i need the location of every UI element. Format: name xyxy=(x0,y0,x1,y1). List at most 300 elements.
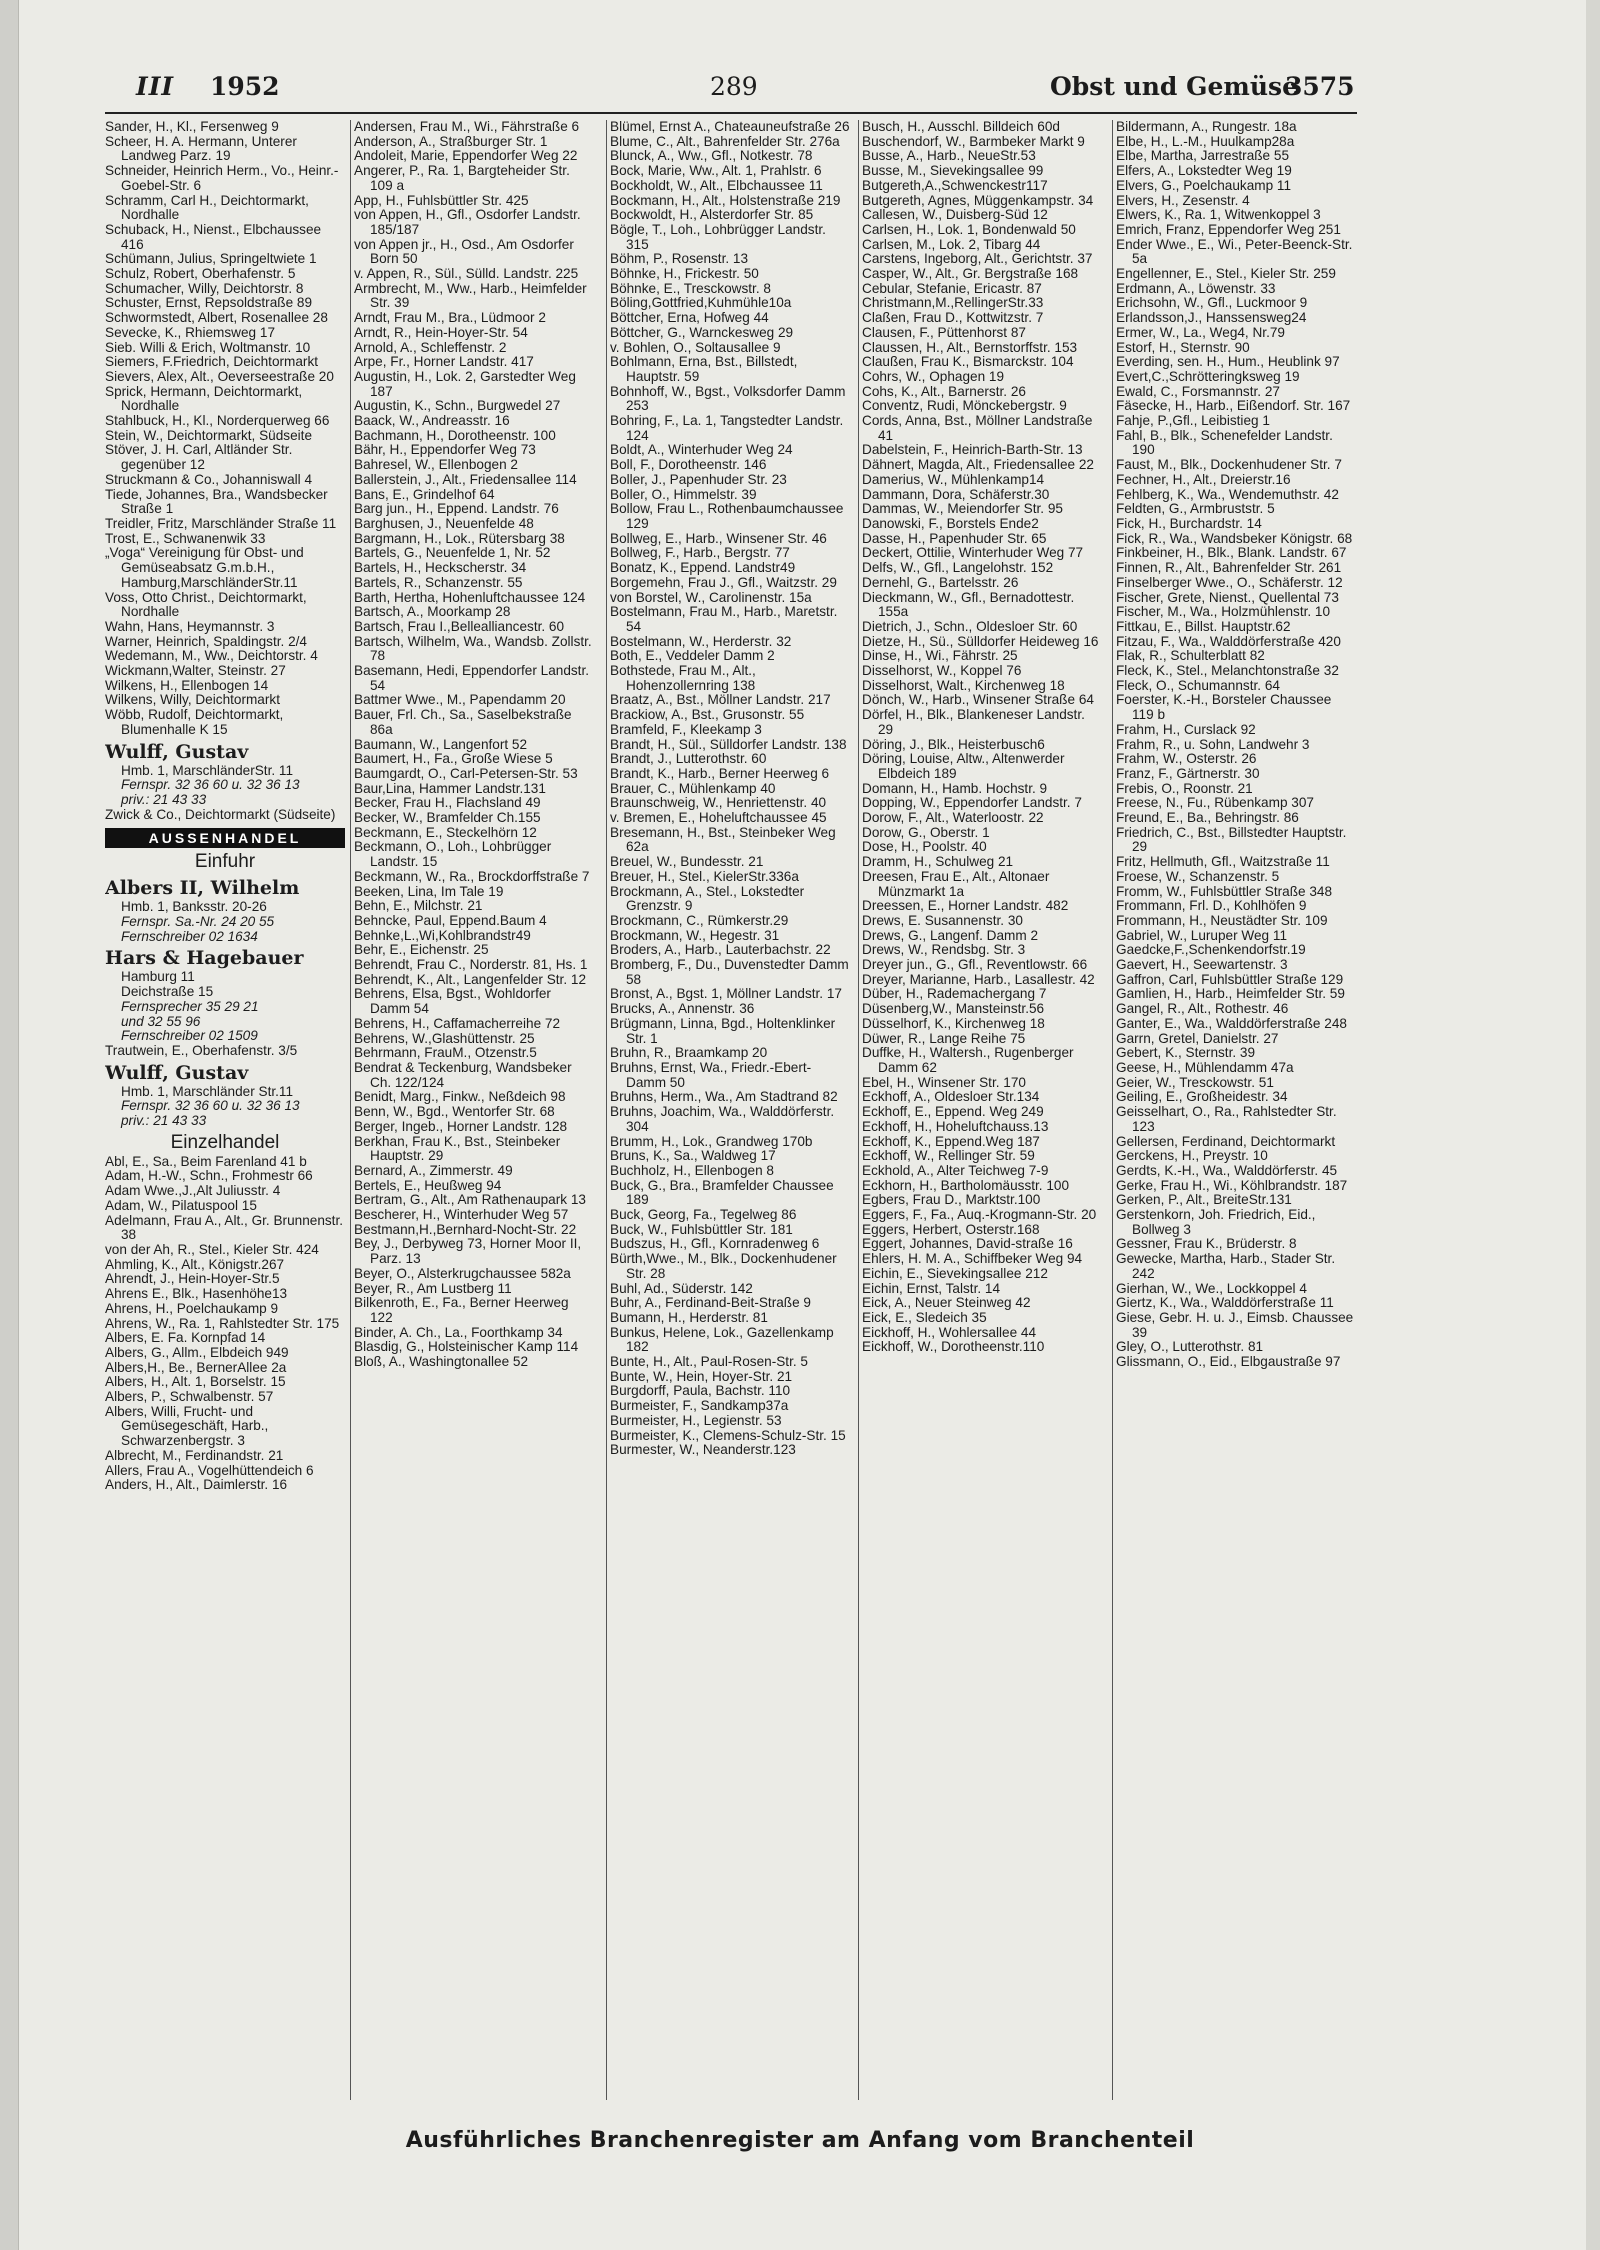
directory-entry: Bruhns, Ernst, Wa., Friedr.-Ebert-Damm 50 xyxy=(610,1060,812,1090)
directory-entry: Bescherer, H., Winterhuder Weg 57 xyxy=(354,1207,569,1223)
directory-entry: Buhr, A., Ferdinand-Beit-Straße 9 xyxy=(610,1295,811,1311)
directory-entry: Dinse, H., Wi., Fährstr. 25 xyxy=(862,648,1018,664)
directory-entry: Gangel, R., Alt., Rothestr. 46 xyxy=(1116,1001,1289,1017)
entry-detail: Hmb. 1, Banksstr. 20-26 xyxy=(121,899,267,915)
directory-entry: Gerken, P., Alt., BreiteStr.131 xyxy=(1116,1192,1292,1208)
directory-entry: Düber, H., Rademachergang 7 xyxy=(862,986,1047,1002)
directory-entry: Bohlmann, Erna, Bst., Billstedt, Hauptstr. 59 xyxy=(610,354,798,384)
directory-entry: Angerer, P., Ra. 1, Bargteheider Str. 109 a xyxy=(354,163,570,193)
directory-entry: Augustin, K., Schn., Burgwedel 27 xyxy=(354,398,561,414)
directory-entry: Fleck, K., Stel., Melanchtonstraße 32 xyxy=(1116,663,1339,679)
directory-entry: Barghusen, J., Neuenfelde 48 xyxy=(354,515,534,531)
directory-entry: Ebel, H., Winsener Str. 170 xyxy=(862,1074,1026,1090)
directory-entry: Gessner, Frau K., Brüderstr. 8 xyxy=(1116,1236,1297,1252)
directory-entry: Ahmling, K., Alt., Königstr.267 xyxy=(105,1256,285,1272)
directory-entry: Schneider, Heinrich Herm., Vo., Heinr.-Goebel-Str. 6 xyxy=(105,163,339,193)
directory-entry: Baumann, W., Langenfort 52 xyxy=(354,736,528,752)
directory-entry: Busse, M., Sievekingsallee 99 xyxy=(862,163,1044,179)
directory-entry: Erdmann, A., Löwenstr. 33 xyxy=(1116,280,1276,296)
directory-entry: Budszus, H., Gfl., Kornradenweg 6 xyxy=(610,1236,820,1252)
directory-entry: Behnke,L.,Wi,Kohlbrandstr49 xyxy=(354,927,531,943)
entry-detail: priv.: 21 43 33 xyxy=(121,1113,207,1129)
header-rule xyxy=(105,112,1357,114)
directory-entry: Dreesen, Frau E., Alt., Altonaer Münzmarkt 1a xyxy=(862,868,1050,899)
entry-detail: Deichstraße 15 xyxy=(121,984,214,1000)
directory-entry: Baur,Lina, Hammer Landstr.131 xyxy=(354,780,546,796)
directory-entry: Dähnert, Magda, Alt., Friedensallee 22 xyxy=(862,457,1094,473)
directory-entry: Drews, E. Susannenstr. 30 xyxy=(862,912,1023,928)
directory-entry: Cohrs, W., Ophagen 19 xyxy=(862,368,1005,384)
directory-entry: Bestmann,H.,Bernhard-Nocht-Str. 22 xyxy=(354,1221,577,1237)
directory-entry: Bauer, Frl. Ch., Sa., Saselbekstraße 86a xyxy=(354,707,572,737)
directory-column-5 xyxy=(1116,120,1356,2100)
directory-entry: Gerdts, K.-H., Wa., Walddörferstr. 45 xyxy=(1116,1162,1338,1178)
directory-entry: Beckmann, W., Ra., Brockdorffstraße 7 xyxy=(354,868,590,884)
directory-entry: Giertz, K., Wa., Walddörferstraße 11 xyxy=(1116,1295,1334,1311)
directory-entry: Eckhoff, W., Rellinger Str. 59 xyxy=(862,1148,1035,1164)
directory-entry: Eckhoff, H., Hoheluftchauss.13 xyxy=(862,1118,1049,1134)
directory-entry: Bollow, Frau L., Rothenbaumchaussee 129 xyxy=(610,501,844,531)
directory-entry: Dopping, W., Eppendorfer Landstr. 7 xyxy=(862,795,1082,811)
directory-entry: Anderson, A., Straßburger Str. 1 xyxy=(354,133,548,149)
directory-entry: Schuback, H., Nienst., Elbchaussee 416 xyxy=(105,221,322,252)
directory-entry: Dammann, Dora, Schäferstr.30 xyxy=(862,486,1050,502)
directory-entry: Drews, W., Rendsbg. Str. 3 xyxy=(862,942,1026,958)
directory-entry: Binder, A. Ch., La., Foorthkamp 34 xyxy=(354,1324,563,1340)
directory-entry: Dramm, H., Schulweg 21 xyxy=(862,854,1014,870)
directory-entry: Conventz, Rudi, Mönckebergstr. 9 xyxy=(862,398,1067,414)
directory-entry: Behrens, W.,Glashüttenstr. 25 xyxy=(354,1030,535,1046)
directory-entry: Franz, F., Gärtnerstr. 30 xyxy=(1116,765,1260,781)
directory-entry: Baumert, H., Fa., Große Wiese 5 xyxy=(354,751,553,767)
directory-entry: Ewald, C., Forsmannstr. 27 xyxy=(1116,383,1280,399)
directory-entry: Armbrecht, M., Ww., Harb., Heimfelder Str. 39 xyxy=(354,280,587,311)
directory-entry: Bock, Marie, Ww., Alt. 1, Prahlstr. 6 xyxy=(610,163,822,179)
directory-entry: Frahm, H., Curslack 92 xyxy=(1116,721,1256,737)
directory-entry: Bartsch, Frau I.,Bellealliancestr. 60 xyxy=(354,618,565,634)
entry-detail: Fernschreiber 02 1509 xyxy=(121,1028,258,1044)
directory-entry: Freese, N., Fu., Rübenkamp 307 xyxy=(1116,795,1314,811)
directory-entry: Böhnke, H., Frickestr. 50 xyxy=(610,266,759,282)
directory-column-4 xyxy=(862,120,1102,2100)
directory-entry: Bartels, R., Schanzenstr. 55 xyxy=(354,574,523,590)
directory-entry: Domann, H., Hamb. Hochstr. 9 xyxy=(862,780,1048,796)
directory-entry: Wickmann,Walter, Steinstr. 27 xyxy=(105,663,286,679)
directory-entry: Beckmann, O., Loh., Lohbrügger Landstr. 15 xyxy=(354,839,552,870)
directory-entry: Bartels, H., Heckscherstr. 34 xyxy=(354,560,527,576)
directory-entry: Frahm, R., u. Sohn, Landwehr 3 xyxy=(1116,736,1310,752)
directory-entry: Estorf, H., Sternstr. 90 xyxy=(1116,339,1250,355)
directory-entry: Cords, Anna, Bst., Möllner Landstraße 41 xyxy=(862,413,1093,443)
directory-entry: Bonatz, K., Eppend. Landstr49 xyxy=(610,560,796,576)
directory-entry: Egbers, Frau D., Marktstr.100 xyxy=(862,1192,1041,1208)
directory-entry: von Appen, H., Gfl., Osdorfer Landstr. 185/187 xyxy=(354,207,581,237)
directory-entry: Arndt, R., Hein-Hoyer-Str. 54 xyxy=(354,324,528,340)
directory-entry: Barg jun., H., Eppend. Landstr. 76 xyxy=(354,501,559,517)
page-edge-left xyxy=(0,0,19,2250)
directory-entry: Berkhan, Frau K., Bst., Steinbeker Hauptstr. 29 xyxy=(354,1133,561,1164)
directory-entry: Bachmann, H., Dorotheenstr. 100 xyxy=(354,427,556,443)
directory-entry: Albrecht, M., Ferdinandstr. 21 xyxy=(105,1447,284,1463)
page-header xyxy=(70,72,1600,112)
directory-entry: Frahm, W., Osterstr. 26 xyxy=(1116,751,1257,767)
directory-entry: Gerke, Frau H., Wi., Köhlbrandstr. 187 xyxy=(1116,1177,1348,1193)
section-heading: Wulff, Gustav xyxy=(105,1061,249,1084)
directory-entry: Ermer, W., La., Weg4, Nr.79 xyxy=(1116,324,1285,340)
column-divider xyxy=(858,120,859,2100)
directory-entry: Adam, H.-W., Schn., Frohmestr 66 xyxy=(105,1168,313,1184)
directory-entry: Böttcher, Erna, Hofweg 44 xyxy=(610,310,769,326)
directory-entry: Dose, H., Poolstr. 40 xyxy=(862,839,987,855)
directory-entry: Christmann,M.,RellingerStr.33 xyxy=(862,295,1044,311)
directory-entry: Bertels, E., Heußweg 94 xyxy=(354,1177,502,1193)
directory-entry: Eichin, E., Sievekingsallee 212 xyxy=(862,1265,1048,1281)
directory-entry: Behrens, Elsa, Bgst., Wohldorfer Damm 54 xyxy=(354,986,551,1017)
directory-entry: Beyer, O., Alsterkrugchaussee 582a xyxy=(354,1265,571,1281)
directory-entry: Schuster, Ernst, Repsoldstraße 89 xyxy=(105,295,313,311)
directory-entry: Ballerstein, J., Alt., Friedensallee 114 xyxy=(354,471,577,487)
directory-entry: Bögle, T., Loh., Lohbrügger Landstr. 315 xyxy=(610,221,826,252)
directory-entry: Boller, J., Papenhuder Str. 23 xyxy=(610,471,787,487)
directory-entry: Carlsen, H., Lok. 1, Bondenwald 50 xyxy=(862,221,1076,237)
directory-entry: Bollweg, F., Harb., Bergstr. 77 xyxy=(610,545,790,561)
directory-entry: Sievers, Alex, Alt., Oeverseestraße 20 xyxy=(105,368,334,384)
directory-entry: Broders, A., Harb., Lauterbachstr. 22 xyxy=(610,942,831,958)
directory-entry: Brumm, H., Lok., Grandweg 170b xyxy=(610,1133,813,1149)
directory-entry: Brackiow, A., Bst., Grusonstr. 55 xyxy=(610,707,805,723)
directory-entry: Bumann, H., Herderstr. 81 xyxy=(610,1309,768,1325)
directory-entry: Andersen, Frau M., Wi., Fährstraße 6 xyxy=(354,120,580,134)
directory-entry: Andoleit, Marie, Eppendorfer Weg 22 xyxy=(354,148,578,164)
directory-entry: Arpe, Fr., Horner Landstr. 417 xyxy=(354,354,534,370)
directory-entry: Bohnhoff, W., Bgst., Volksdorfer Damm 253 xyxy=(610,383,846,414)
directory-entry: Braatz, A., Bst., Möllner Landstr. 217 xyxy=(610,692,831,708)
directory-entry: Dieckmann, W., Gfl., Bernadottestr. 155a xyxy=(862,589,1075,620)
directory-entry: Finnen, R., Alt., Bahrenfelder Str. 261 xyxy=(1116,560,1342,576)
directory-entry: Eickhoff, W., Dorotheenstr.110 xyxy=(862,1339,1045,1355)
directory-entry: Adam Wwe.,J.,Alt Juliusstr. 4 xyxy=(105,1183,281,1199)
directory-entry: Buschendorf, W., Barmbeker Markt 9 xyxy=(862,133,1085,149)
directory-entry: Ender Wwe., E., Wi., Peter-Beenck-Str. 5a xyxy=(1116,236,1353,267)
directory-entry: Schwormstedt, Albert, Rosenallee 28 xyxy=(105,310,328,326)
directory-entry: Battmer Wwe., M., Papendamm 20 xyxy=(354,692,566,708)
directory-entry: Ahrens E., Blk., Hasenhöhe13 xyxy=(105,1286,288,1302)
directory-entry: Becker, W., Bramfelder Ch.155 xyxy=(354,810,541,826)
directory-entry: Gebert, K., Sternstr. 39 xyxy=(1116,1045,1256,1061)
directory-entry: Adam, W., Pilatuspool 15 xyxy=(105,1197,257,1213)
directory-entry: Döring, J., Blk., Heisterbusch6 xyxy=(862,736,1045,752)
directory-entry: Casper, W., Alt., Gr. Bergstraße 168 xyxy=(862,266,1079,282)
directory-entry: Claßen, Frau D., Kottwitzstr. 7 xyxy=(862,310,1044,326)
directory-entry: Schulz, Robert, Oberhafenstr. 5 xyxy=(105,266,296,282)
directory-entry: Dreessen, E., Horner Landstr. 482 xyxy=(862,898,1069,914)
directory-entry: Fahje, P.,Gfl., Leibistieg 1 xyxy=(1116,413,1270,429)
directory-entry: Arnold, A., Schleffenstr. 2 xyxy=(354,339,507,355)
directory-entry: Eick, E., Sledeich 35 xyxy=(862,1309,987,1325)
directory-entry: Burmester, W., Neanderstr.123 xyxy=(610,1442,796,1458)
directory-entry: Fleck, O., Schumannstr. 64 xyxy=(1116,677,1280,693)
directory-entry: Geese, H., Mühlendamm 47a xyxy=(1116,1060,1294,1075)
directory-entry: Bresemann, H., Bst., Steinbeker Weg 62a xyxy=(610,824,836,855)
directory-entry: Wöbb, Rudolf, Deichtormarkt, Blumenhalle K 15 xyxy=(105,707,284,737)
directory-entry: Trost, E., Schwanenwik 33 xyxy=(105,530,266,546)
directory-entry: v. Appen, R., Sül., Sülld. Landstr. 225 xyxy=(354,266,579,282)
directory-entry: Fischer, M., Wa., Holzmühlenstr. 10 xyxy=(1116,604,1331,620)
directory-entry: Clausen, F., Püttenhorst 87 xyxy=(862,324,1026,340)
entry-detail: Fernspr. 32 36 60 u. 32 36 13 xyxy=(121,1098,300,1114)
directory-entry: Geisselhart, O., Ra., Rahlstedter Str. 123 xyxy=(1116,1104,1337,1134)
directory-entry: Behn, E., Milchstr. 21 xyxy=(354,898,483,914)
directory-entry: Becker, Frau H., Flachsland 49 xyxy=(354,795,541,811)
directory-entry: Böhm, P., Rosenstr. 13 xyxy=(610,251,749,267)
year: 1952 xyxy=(210,72,280,101)
directory-entry: Bahresel, W., Ellenbogen 2 xyxy=(354,457,518,473)
entry-detail: Fernspr. 32 36 60 u. 32 36 13 xyxy=(121,777,300,793)
directory-entry: Callesen, W., Duisberg-Süd 12 xyxy=(862,207,1048,223)
directory-entry: Albers, G., Allm., Elbdeich 949 xyxy=(105,1344,289,1360)
directory-entry: Elbe, H., L.-M., Huulkamp28a xyxy=(1116,133,1295,149)
directory-entry: Barth, Hertha, Hohenluftchaussee 124 xyxy=(354,589,586,605)
directory-entry: Eckhoff, A., Oldesloer Str.134 xyxy=(862,1089,1040,1105)
directory-entry: Arndt, Frau M., Bra., Lüdmoor 2 xyxy=(354,310,546,326)
directory-entry: Siemers, F.Friedrich, Deichtormarkt xyxy=(105,354,319,370)
section-heading: Albers II, Wilhelm xyxy=(105,877,300,900)
directory-entry: v. Bohlen, O., Soltausallee 9 xyxy=(610,339,781,355)
entry-detail: Hmb. 1, MarschländerStr. 11 xyxy=(121,762,294,778)
directory-entry: Bronst, A., Bgst. 1, Möllner Landstr. 17 xyxy=(610,986,842,1002)
directory-entry: Ahrendt, J., Hein-Hoyer-Str.5 xyxy=(105,1271,280,1287)
directory-entry: Basemann, Hedi, Eppendorfer Landstr. 54 xyxy=(354,663,590,693)
directory-entry: Duffke, H., Waltersh., Rugenberger Damm 62 xyxy=(862,1045,1074,1075)
directory-entry: Brockmann, A., Stel., Lokstedter Grenzstr. 9 xyxy=(610,883,805,914)
directory-entry: Blümel, Ernst A., Chateauneufstraße 26 xyxy=(610,120,850,134)
directory-entry: Warner, Heinrich, Spaldingstr. 2/4 xyxy=(105,633,307,649)
page-number: 289 xyxy=(710,72,758,101)
directory-entry: Blume, C., Alt., Bahrenfelder Str. 276a xyxy=(610,133,840,149)
directory-entry: Bunkus, Helene, Lok., Gazellenkamp 182 xyxy=(610,1324,834,1355)
directory-entry: Elvers, G., Poelchaukamp 11 xyxy=(1116,177,1292,193)
directory-entry: Borgemehn, Frau J., Gfl., Waitzstr. 29 xyxy=(610,574,837,590)
entry-detail: Fernschreiber 02 1634 xyxy=(121,928,258,944)
directory-entry: Sander, H., Kl., Fersenweg 9 xyxy=(105,120,279,134)
directory-entry: Ahrens, W., Ra. 1, Rahlstedter Str. 175 xyxy=(105,1315,340,1331)
column-divider xyxy=(1112,120,1113,2100)
directory-entry: Blunck, A., Ww., Gfl., Notkestr. 78 xyxy=(610,148,813,164)
directory-entry: Treidler, Fritz, Marschländer Straße 11 xyxy=(105,515,337,531)
directory-entry: Finkbeiner, H., Blk., Blank. Landstr. 67 xyxy=(1116,545,1347,561)
directory-entry: Damerius, W., Mühlenkamp14 xyxy=(862,471,1045,487)
section-heading: Einzelhandel xyxy=(170,1131,280,1153)
directory-entry: Friedrich, C., Bst., Billstedter Hauptstr. 29 xyxy=(1116,824,1347,855)
directory-entry: Gerstenkorn, Joh. Friedrich, Eid., Bollweg 3 xyxy=(1116,1207,1316,1237)
directory-entry: Tiede, Johannes, Bra., Wandsbecker Straße 1 xyxy=(105,486,328,517)
directory-entry: Engellenner, E., Stel., Kieler Str. 259 xyxy=(1116,266,1336,282)
section-heading: Wulff, Gustav xyxy=(105,740,249,763)
directory-entry: Fäsecke, H., Harb., Eißendorf. Str. 167 xyxy=(1116,398,1351,414)
directory-entry: Bruhns, Herm., Wa., Am Stadtrand 82 xyxy=(610,1089,838,1105)
entry-detail: Hamburg 11 xyxy=(121,969,195,985)
directory-entry: Claussen, H., Alt., Bernstorffstr. 153 xyxy=(862,339,1078,355)
directory-entry: Brockmann, C., Rümkerstr.29 xyxy=(610,912,789,928)
directory-entry: Dönch, W., Harb., Winsener Straße 64 xyxy=(862,692,1094,708)
directory-entry: Foerster, K.-H., Borsteler Chaussee 119 b xyxy=(1116,692,1332,723)
directory-entry: Eichin, Ernst, Talstr. 14 xyxy=(862,1280,1001,1296)
section-title: Obst und Gemüse xyxy=(1050,72,1298,101)
directory-entry: Fritz, Hellmuth, Gfl., Waitzstraße 11 xyxy=(1116,854,1330,870)
directory-entry: Flak, R., Schulterblatt 82 xyxy=(1116,648,1265,664)
directory-entry: Bothstede, Frau M., Alt., Hohenzollernring 138 xyxy=(610,663,756,693)
directory-entry: Düwer, R., Lange Reihe 75 xyxy=(862,1030,1026,1046)
directory-entry: Bargmann, H., Lok., Rütersbarg 38 xyxy=(354,530,565,546)
directory-entry: Brandt, H., Sül., Sülldorfer Landstr. 138 xyxy=(610,736,847,752)
directory-entry: Erlandsson,J., Hanssensweg24 xyxy=(1116,310,1307,326)
directory-entry: Stöver, J. H. Carl, Altländer Str. gegenüber 12 xyxy=(105,442,293,473)
directory-entry: Voss, Otto Christ., Deichtormarkt, Nordhalle xyxy=(105,589,307,620)
directory-entry: Bromberg, F., Du., Duvenstedter Damm 58 xyxy=(610,957,849,987)
directory-entry: Frebis, O., Roonstr. 21 xyxy=(1116,780,1253,796)
directory-entry: Trautwein, E., Oberhafenstr. 3/5 xyxy=(105,1042,298,1058)
directory-entry: Gaevert, H., Seewartenstr. 3 xyxy=(1116,957,1288,973)
directory-entry: von Appen jr., H., Osd., Am Osdorfer Born 50 xyxy=(354,236,574,267)
directory-entry: Beckmann, E., Steckelhörn 12 xyxy=(354,824,537,840)
directory-entry: Behrendt, Frau C., Norderstr. 81, Hs. 1 xyxy=(354,957,588,973)
directory-entry: App, H., Fuhlsbüttler Str. 425 xyxy=(354,192,529,208)
directory-entry: Dorow, G., Oberstr. 1 xyxy=(862,824,990,840)
directory-entry: Behr, E., Eichenstr. 25 xyxy=(354,942,489,958)
directory-entry: Wilkens, Willy, Deichtormarkt xyxy=(105,692,280,708)
directory-entry: Bunte, W., Hein, Hoyer-Str. 21 xyxy=(610,1368,793,1384)
directory-entry: Eick, A., Neuer Steinweg 42 xyxy=(862,1295,1031,1311)
directory-entry: Bartels, G., Neuenfelde 1, Nr. 52 xyxy=(354,545,551,561)
directory-entry: Albers, H., Alt. 1, Borselstr. 15 xyxy=(105,1374,286,1390)
directory-entry: Buck, W., Fuhlsbüttler Str. 181 xyxy=(610,1221,793,1237)
directory-entry: Disselhorst, Walt., Kirchenweg 18 xyxy=(862,677,1065,693)
directory-entry: Gaffron, Carl, Fuhlsbüttler Straße 129 xyxy=(1116,971,1344,987)
entry-detail: Fernspr. Sa.-Nr. 24 20 55 xyxy=(121,914,275,930)
directory-entry: Brockmann, W., Hegestr. 31 xyxy=(610,927,780,943)
directory-entry: Eckhoff, K., Eppend.Weg 187 xyxy=(862,1133,1040,1149)
directory-entry: Fittkau, E., Billst. Hauptstr.62 xyxy=(1116,618,1291,634)
directory-entry: Fischer, Grete, Nienst., Quellental 73 xyxy=(1116,589,1339,605)
directory-entry: Sevecke, K., Rhiemsweg 17 xyxy=(105,324,276,340)
directory-entry: Anders, H., Alt., Daimlerstr. 16 xyxy=(105,1477,288,1493)
directory-entry: Dörfel, H., Blk., Blankeneser Landstr. 29 xyxy=(862,707,1085,737)
directory-entry: Busch, H., Ausschl. Billdeich 60d xyxy=(862,120,1060,134)
directory-entry: Bollweg, E., Harb., Winsener Str. 46 xyxy=(610,530,827,546)
directory-entry: Freund, E., Ba., Behringstr. 86 xyxy=(1116,810,1299,826)
directory-entry: Böttcher, G., Warnckesweg 29 xyxy=(610,324,794,340)
directory-entry: Danowski, F., Borstels Ende2 xyxy=(862,515,1039,531)
directory-entry: Stein, W., Deichtormarkt, Südseite xyxy=(105,427,313,443)
directory-entry: Elfers, A., Lokstedter Weg 19 xyxy=(1116,163,1292,179)
directory-entry: Glissmann, O., Eid., Elbgaustraße 97 xyxy=(1116,1354,1341,1370)
directory-entry: Bostelmann, Frau M., Harb., Maretstr. 54 xyxy=(610,604,838,634)
directory-entry: Gellersen, Ferdinand, Deichtormarkt xyxy=(1116,1133,1336,1149)
directory-entry: Beeken, Lina, Im Tale 19 xyxy=(354,883,504,899)
directory-entry: Brügmann, Linna, Bgd., Holtenklinker Str. 1 xyxy=(610,1015,836,1046)
entry-detail: priv.: 21 43 33 xyxy=(121,791,207,807)
directory-entry: Bruhns, Joachim, Wa., Walddörferstr. 304 xyxy=(610,1104,835,1134)
directory-entry: Fechner, H., Alt., Dreierstr.16 xyxy=(1116,471,1291,487)
directory-entry: Schramm, Carl H., Deichtormarkt, Nordhalle xyxy=(105,192,309,223)
directory-entry: Brandt, J., Lutterothstr. 60 xyxy=(610,751,767,767)
directory-entry: Delfs, W., Gfl., Langelohstr. 152 xyxy=(862,560,1054,576)
directory-entry: Böling,Gottfried,Kuhmühle10a xyxy=(610,295,792,311)
directory-entry: Bohring, F., La. 1, Tangstedter Landstr. 124 xyxy=(610,413,844,443)
directory-entry: Behncke, Paul, Eppend.Baum 4 xyxy=(354,912,547,928)
directory-entry: Gamlien, H., Harb., Heimfelder Str. 59 xyxy=(1116,986,1345,1002)
directory-entry: Boller, O., Himmelstr. 39 xyxy=(610,486,757,502)
page-edge-right xyxy=(1586,0,1600,2250)
directory-entry: Garrn, Gretel, Danielstr. 27 xyxy=(1116,1030,1279,1046)
directory-entry: Burmeister, F., Sandkamp37a xyxy=(610,1398,789,1414)
section-heading: Hars & Hagebauer xyxy=(105,947,304,970)
directory-entry: Fromm, W., Fuhlsbüttler Straße 348 xyxy=(1116,883,1333,899)
directory-entry: Ganter, E., Wa., Walddörferstraße 248 xyxy=(1116,1015,1347,1031)
directory-entry: Everding, sen. H., Hum., Heublink 97 xyxy=(1116,354,1340,370)
directory-entry: Drews, G., Langenf. Damm 2 xyxy=(862,927,1039,943)
directory-entry: Breuel, W., Bundesstr. 21 xyxy=(610,854,764,870)
directory-entry: Bähr, H., Eppendorfer Weg 73 xyxy=(354,442,536,458)
directory-entry: Blasdig, G., Holsteinischer Kamp 114 xyxy=(354,1339,579,1355)
directory-entry: Bartsch, Wilhelm, Wa., Wandsb. Zollstr. 78 xyxy=(354,633,592,664)
directory-entry: Schumacher, Willy, Deichtorstr. 8 xyxy=(105,280,304,296)
directory-entry: Busse, A., Harb., NeueStr.53 xyxy=(862,148,1036,164)
directory-entry: Augustin, H., Lok. 2, Garstedter Weg 187 xyxy=(354,368,576,399)
directory-entry: Wahn, Hans, Heymannstr. 3 xyxy=(105,618,275,634)
directory-entry: Dammas, W., Meiendorfer Str. 95 xyxy=(862,501,1063,517)
directory-entry: Buhl, Ad., Süderstr. 142 xyxy=(610,1280,753,1296)
directory-entry: Dreyer jun., G., Gfl., Reventlowstr. 66 xyxy=(862,957,1088,973)
directory-entry: Gaedcke,F.,Schenkendorfstr.19 xyxy=(1116,942,1306,958)
directory-entry: Frommann, Frl. D., Kohlhöfen 9 xyxy=(1116,898,1307,914)
column-divider xyxy=(350,120,351,2100)
section-code: 3575 xyxy=(1285,72,1355,101)
directory-entry: Eckhorn, H., Bartholomäusstr. 100 xyxy=(862,1177,1070,1193)
directory-entry: Geiling, E., Großheidestr. 34 xyxy=(1116,1089,1288,1105)
directory-entry: Gewecke, Martha, Harb., Stader Str. 242 xyxy=(1116,1251,1336,1281)
directory-column-2 xyxy=(354,120,594,2100)
directory-entry: Eckhold, A., Alter Teichweg 7-9 xyxy=(862,1162,1049,1178)
directory-entry: Boldt, A., Winterhuder Weg 24 xyxy=(610,442,793,458)
directory-entry: Braunschweig, W., Henriettenstr. 40 xyxy=(610,795,827,811)
directory-entry: Baack, W., Andreasstr. 16 xyxy=(354,413,510,429)
directory-entry: Both, E., Veddeler Damm 2 xyxy=(610,648,775,664)
directory-entry: Elwers, K., Ra. 1, Witwenkoppel 3 xyxy=(1116,207,1321,223)
directory-entry: Gerckens, H., Preystr. 10 xyxy=(1116,1148,1268,1164)
directory-entry: Dietrich, J., Schn., Oldesloer Str. 60 xyxy=(862,618,1078,634)
directory-entry: Bockholdt, W., Alt., Elbchaussee 11 xyxy=(610,177,823,193)
directory-entry: Adelmann, Frau A., Alt., Gr. Brunnenstr. 38 xyxy=(105,1212,344,1243)
directory-entry: Berger, Ingeb., Horner Landstr. 128 xyxy=(354,1118,568,1134)
directory-entry: Wilkens, H., Ellenbogen 14 xyxy=(105,677,269,693)
directory-entry: Bunte, H., Alt., Paul-Rosen-Str. 5 xyxy=(610,1354,808,1370)
directory-entry: Sieb. Willi & Erich, Woltmanstr. 10 xyxy=(105,339,311,355)
directory-entry: Gabriel, W., Luruper Weg 11 xyxy=(1116,927,1288,943)
directory-entry: Dabelstein, F., Heinrich-Barth-Str. 13 xyxy=(862,442,1083,458)
directory-entry: Carlsen, M., Lok. 2, Tibarg 44 xyxy=(862,236,1041,252)
directory-entry: Dernehl, G., Bartelsstr. 26 xyxy=(862,574,1019,590)
directory-column-3 xyxy=(610,120,850,2100)
directory-entry: Eggers, F., Fa., Auq.-Krogmann-Str. 20 xyxy=(862,1207,1097,1223)
directory-entry: Ehlers, H. M. A., Schiffbeker Weg 94 xyxy=(862,1251,1083,1267)
directory-column-1 xyxy=(105,120,345,2100)
directory-entry: Albers, P., Schwalbenstr. 57 xyxy=(105,1389,274,1405)
directory-entry: Frommann, H., Neustädter Str. 109 xyxy=(1116,912,1328,928)
directory-entry: Beyer, R., Am Lustberg 11 xyxy=(354,1280,512,1296)
directory-entry: Albers, E. Fa. Kornpfad 14 xyxy=(105,1330,266,1346)
directory-entry: Bruhn, R., Braamkamp 20 xyxy=(610,1045,768,1061)
